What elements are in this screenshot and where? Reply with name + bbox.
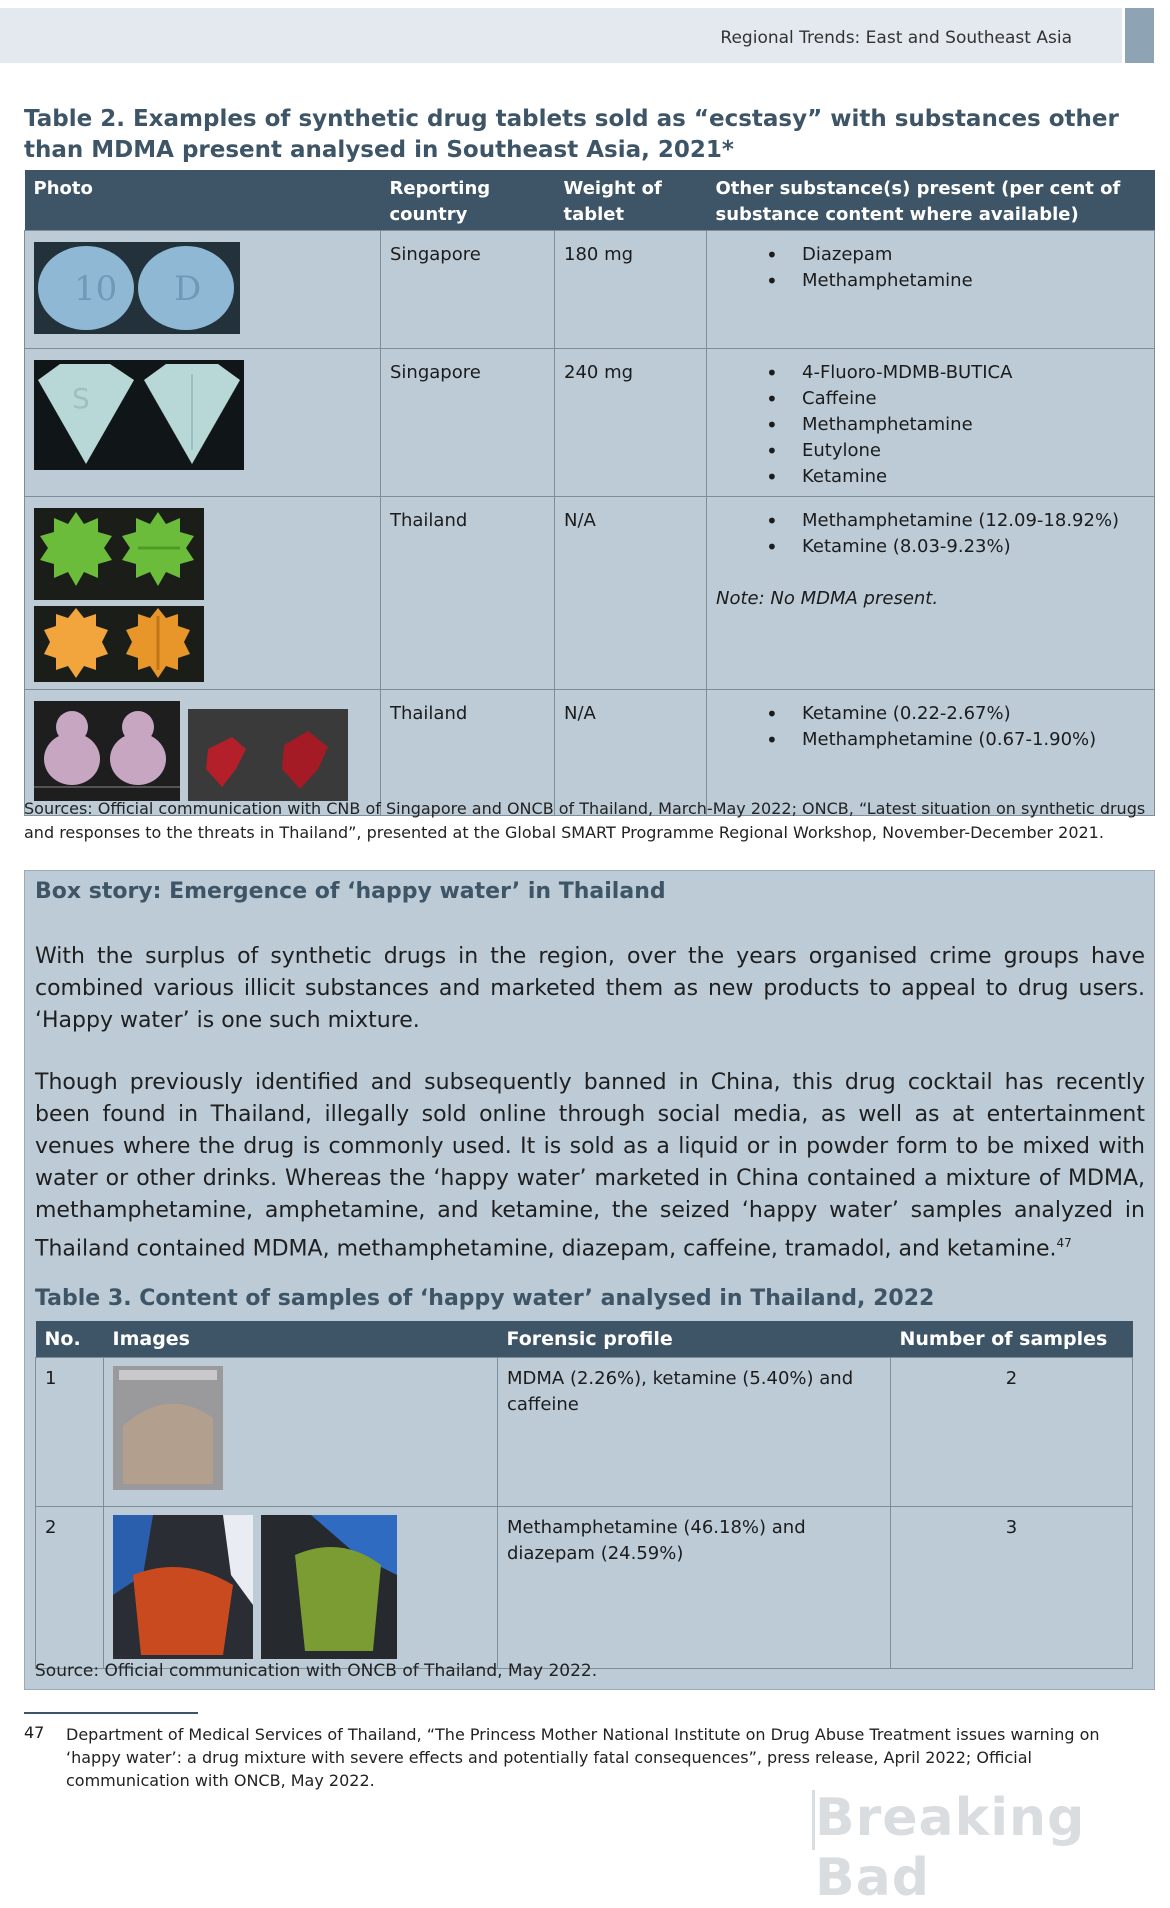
substances-cell bbox=[707, 231, 1155, 349]
tablet-photo-orange-star bbox=[34, 606, 204, 682]
footnote-ref: 47 bbox=[1056, 1236, 1072, 1250]
box-title: Box story: Emergence of ‘happy water’ in Thailand bbox=[35, 879, 666, 904]
tablet-photo-red-figure bbox=[188, 709, 348, 801]
table-row bbox=[36, 1358, 1133, 1507]
table2-header-row bbox=[25, 170, 1155, 231]
box-paragraph-2-text: Though previously identified and subsequently banned in China, this drug cocktail has recently been found in Thailand, illegally sold online through social media, as well as at entertainment venues where the drug is commonly used. It is sold as a liquid or in powder form to be mixed with water or other drinks. Whereas the ‘happy water’ marketed in China contained a mixture of MDMA, methamphetamine, amphetamine, and ketamine, the seized ‘happy water’ samples analyzed in Thailand contained MDMA, methamphetamine, diazepam, caffeine, tramadol, and ketamine. bbox=[35, 1070, 1145, 1262]
footnote-text: Department of Medical Services of Thailand, “The Princess Mother National Institute on Drug Abuse Treatment issues warning on ‘happy water’: a drug mixture with severe effects and potentially fatal consequences”, press release, April 2022; Official communication with ONCB, May 2022. bbox=[66, 1725, 1100, 1790]
profile-cell: Methamphetamine (46.18%) and diazepam (24.59%) bbox=[498, 1507, 891, 1669]
no-cell: 1 bbox=[36, 1358, 104, 1507]
table3-title: Table 3. Content of samples of ‘happy water’ analysed in Thailand, 2022 bbox=[35, 1286, 935, 1311]
table3 bbox=[35, 1321, 1133, 1669]
table-row bbox=[36, 1507, 1133, 1669]
col-samples: Number of samples bbox=[891, 1321, 1133, 1358]
svg-text:S: S bbox=[72, 382, 90, 415]
box-paragraph-2 bbox=[35, 1067, 1145, 1265]
table2-sources: Sources: Official communication with CNB of Singapore and ONCB of Thailand, March-May 2022; ONCB, “Latest situation on synthetic drugs and responses to the threats in Thailand”, presented at the Global SMART Programme Regional Workshop, November-December 2021. bbox=[24, 799, 1146, 842]
watermark: Breaking Bad bbox=[815, 1788, 1086, 1908]
tablet-photo-pink-figure bbox=[34, 701, 180, 801]
table-row bbox=[25, 231, 1155, 349]
powder-bag-photo bbox=[113, 1366, 223, 1490]
country-cell: Thailand bbox=[381, 690, 555, 816]
substance-item: • Methamphetamine (12.09-18.92%) bbox=[716, 508, 1145, 534]
substance-item: • Ketamine (8.03-9.23%) bbox=[716, 534, 1145, 560]
country-cell: Singapore bbox=[381, 231, 555, 349]
table2 bbox=[24, 170, 1155, 816]
photo-cell bbox=[25, 349, 381, 497]
col-no: No. bbox=[36, 1321, 104, 1358]
svg-text:10: 10 bbox=[74, 269, 118, 309]
note-text: Note: No MDMA present. bbox=[716, 588, 939, 609]
header-tab-marker bbox=[1125, 8, 1154, 63]
col-photo: Photo bbox=[25, 170, 381, 231]
substance-item: • Methamphetamine (0.67-1.90%) bbox=[716, 727, 1145, 753]
country-cell: Thailand bbox=[381, 497, 555, 690]
table3-header-row bbox=[36, 1321, 1133, 1358]
no-cell: 2 bbox=[36, 1507, 104, 1669]
table3-source: Source: Official communication with ONCB of Thailand, May 2022. bbox=[35, 1661, 598, 1681]
substances-cell bbox=[707, 349, 1155, 497]
footnote-number: 47 bbox=[24, 1723, 45, 1742]
samples-cell: 3 bbox=[891, 1507, 1133, 1669]
substances-cell bbox=[707, 497, 1155, 690]
substance-item: • Caffeine bbox=[716, 386, 1145, 412]
profile-cell: MDMA (2.26%), ketamine (5.40%) and caffeine bbox=[498, 1358, 891, 1507]
table-row bbox=[25, 349, 1155, 497]
col-weight: Weight of tablet bbox=[555, 170, 707, 231]
box-story bbox=[24, 870, 1155, 1690]
col-images: Images bbox=[104, 1321, 498, 1358]
substance-item: • Methamphetamine bbox=[716, 268, 1145, 294]
svg-text:D: D bbox=[174, 269, 202, 309]
tablet-photo-diamond-blue bbox=[34, 360, 244, 470]
tablet-photo-round-blue bbox=[34, 242, 240, 334]
footnote-divider bbox=[24, 1712, 198, 1714]
col-profile: Forensic profile bbox=[498, 1321, 891, 1358]
weight-cell: N/A bbox=[555, 690, 707, 816]
substance-item: • Eutylone bbox=[716, 438, 1145, 464]
weight-cell: 240 mg bbox=[555, 349, 707, 497]
box-paragraph-1: With the surplus of synthetic drugs in the region, over the years organised crime groups have combined various illicit substances and marketed them as new products to appeal to drug users. ‘Happy water’ is one such mixture. bbox=[35, 944, 1145, 1033]
country-cell: Singapore bbox=[381, 349, 555, 497]
samples-cell: 2 bbox=[891, 1358, 1133, 1507]
images-cell bbox=[104, 1358, 498, 1507]
photo-cell bbox=[25, 497, 381, 690]
weight-cell: 180 mg bbox=[555, 231, 707, 349]
weight-cell: N/A bbox=[555, 497, 707, 690]
substance-item: • Diazepam bbox=[716, 242, 1145, 268]
substance-item: • Ketamine bbox=[716, 464, 1145, 490]
table-row bbox=[25, 497, 1155, 690]
substance-item: • Ketamine (0.22-2.67%) bbox=[716, 701, 1145, 727]
substance-item: • Methamphetamine bbox=[716, 412, 1145, 438]
col-substances: Other substance(s) present (per cent of substance content where available) bbox=[707, 170, 1155, 231]
green-powder-sachet-photo bbox=[261, 1515, 397, 1659]
col-country: Reporting country bbox=[381, 170, 555, 231]
substance-item: • 4-Fluoro-MDMB-BUTICA bbox=[716, 360, 1145, 386]
tablet-photo-green-star bbox=[34, 508, 204, 600]
red-powder-sachet-photo bbox=[113, 1515, 253, 1659]
header-title: Regional Trends: East and Southeast Asia bbox=[720, 28, 1072, 48]
table2-title: Table 2. Examples of synthetic drug tablets sold as “ecstasy” with substances other than MDMA present analysed in Southeast Asia, 2021* bbox=[24, 106, 1119, 163]
page-header bbox=[0, 8, 1122, 63]
images-cell bbox=[104, 1507, 498, 1669]
photo-cell bbox=[25, 231, 381, 349]
